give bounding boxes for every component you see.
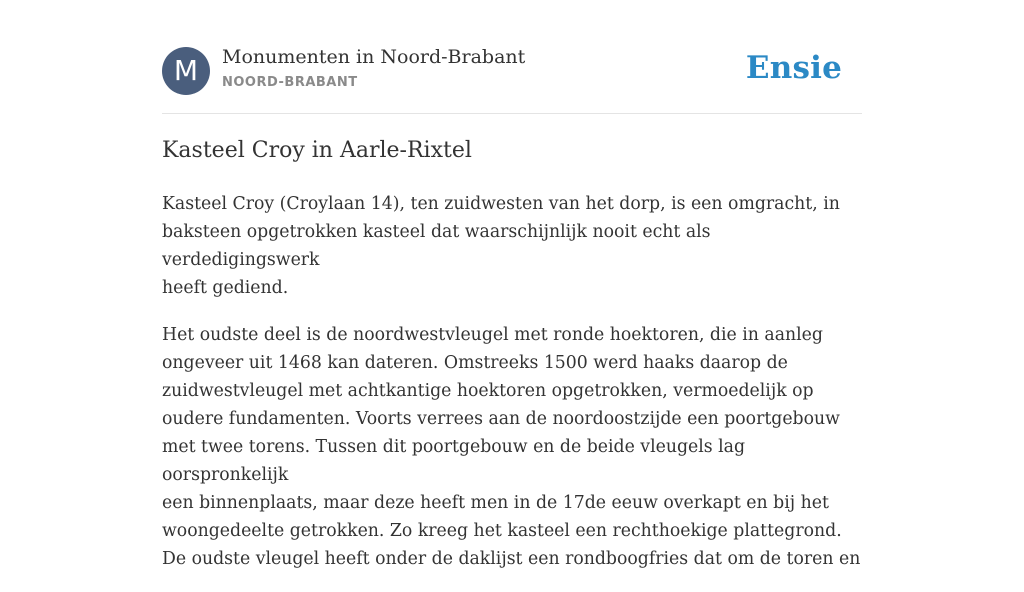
header-divider	[162, 113, 862, 114]
article-paragraph: Het oudste deel is de noordwestvleugel met ronde hoektoren, die in aanleg ongeveer uit 1468 kan dateren. Omstreeks 1500 werd haaks daarop de zuidwestvleugel met achtkantige hoektoren opgetrokken, vermoedelijk op oudere fundamenten. Voorts verrees aan de noordoostzijde een poortgebouw met twee torens. Tussen dit poortgebouw en de beide vleugels lag oorspronkelijk een binnenplaats, maar deze heeft men in de 17de eeuw overkapt en bij het woongedeelte getrokken. Zo kreeg het kasteel een rechthoekige plattegrond. De oudste vleugel heeft onder de daklijst een rondboogfries dat om de toren en	[162, 325, 861, 569]
article-paragraph: Kasteel Croy (Croylaan 14), ten zuidwesten van het dorp, is een omgracht, in baksteen opgetrokken kasteel dat waarschijnlijk nooit echt als verdedigingswerk heeft gediend.	[162, 194, 840, 298]
avatar[interactable]: M	[162, 47, 210, 95]
collection-header	[162, 46, 862, 96]
collection-title[interactable]: Monumenten in Noord-Brabant	[222, 46, 526, 68]
collection-subtitle[interactable]: NOORD-BRABANT	[222, 75, 358, 90]
ensie-logo[interactable]: Ensie	[745, 50, 842, 86]
article-body	[162, 190, 862, 592]
article-title: Kasteel Croy in Aarle-Rixtel	[162, 138, 472, 163]
